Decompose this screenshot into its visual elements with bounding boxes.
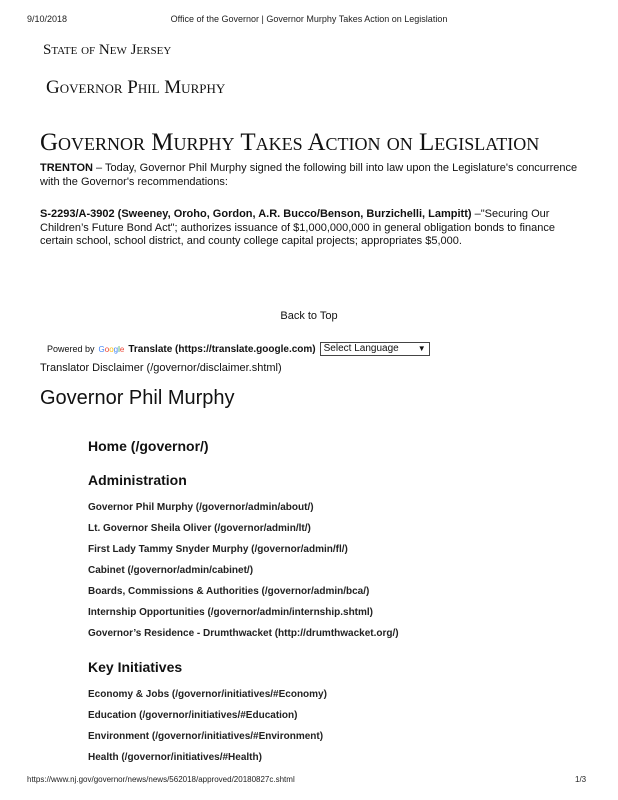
- language-select[interactable]: [320, 342, 430, 356]
- bill-paragraph: [40, 208, 588, 249]
- powered-by-label: Powered by: [47, 344, 95, 354]
- dropdown-arrow-icon: ▼: [417, 344, 426, 353]
- office-title[interactable]: Governor Phil Murphy: [46, 77, 226, 98]
- nav-item-governor[interactable]: Governor Phil Murphy (/governor/admin/about/): [88, 502, 314, 513]
- nav-item-education[interactable]: Education (/governor/initiatives/#Education): [88, 710, 298, 721]
- nav-item-cabinet[interactable]: Cabinet (/governor/admin/cabinet/): [88, 565, 254, 576]
- nav-administration-heading: Administration: [88, 472, 187, 488]
- nav-item-health[interactable]: Health (/governor/initiatives/#Health): [88, 752, 262, 763]
- state-label[interactable]: State of New Jersey: [43, 42, 172, 58]
- back-to-top-link[interactable]: Back to Top: [280, 310, 338, 322]
- footer-heading[interactable]: Governor Phil Murphy: [40, 387, 235, 409]
- nav-item-boards[interactable]: Boards, Commissions & Authorities (/governor/admin/bca/): [88, 586, 370, 597]
- bill-id: S-2293/A-3902 (Sweeney, Oroho, Gordon, A.R. Bucco/Benson, Burzichelli, Lampitt): [40, 208, 472, 220]
- print-url: https://www.nj.gov/governor/news/news/562018/approved/20180827c.shtml: [27, 775, 295, 784]
- translator-disclaimer-link[interactable]: Translator Disclaimer (/governor/disclaimer.shtml): [40, 362, 282, 374]
- translate-widget: [47, 342, 430, 356]
- nav-item-economy[interactable]: Economy & Jobs (/governor/initiatives/#Economy): [88, 689, 327, 700]
- print-title: Office of the Governor | Governor Murphy Takes Action on Legislation: [170, 14, 448, 24]
- bill-description: –"Securing Our Children’s Future Bond Act"; authorizes issuance of $1,000,000,000 in general obligation bonds to finance certain school, school district, and county college capital projects; appropriates $5,000.: [40, 208, 555, 247]
- nav-item-first-lady[interactable]: First Lady Tammy Snyder Murphy (/governor/admin/fl/): [88, 544, 348, 555]
- google-logo: Google: [98, 344, 125, 354]
- print-page-number: 1/3: [575, 775, 587, 784]
- nav-item-environment[interactable]: Environment (/governor/initiatives/#Environment): [88, 731, 324, 742]
- translate-link[interactable]: Translate (https://translate.google.com): [128, 343, 316, 355]
- article-title: Governor Murphy Takes Action on Legislation: [40, 129, 540, 156]
- article-intro: [40, 162, 580, 189]
- language-select-value: Select Language: [323, 343, 399, 354]
- nav-item-lt-governor[interactable]: Lt. Governor Sheila Oliver (/governor/admin/lt/): [88, 523, 311, 534]
- nav-initiatives-heading: Key Initiatives: [88, 659, 183, 675]
- nav-item-residence[interactable]: Governor’s Residence - Drumthwacket (http://drumthwacket.org/): [88, 628, 399, 639]
- dateline: TRENTON: [40, 162, 93, 174]
- print-date: 9/10/2018: [27, 14, 68, 24]
- intro-text: – Today, Governor Phil Murphy signed the following bill into law upon the Legislature's concurrence with the Governor's recommendations:: [40, 162, 578, 188]
- nav-home[interactable]: Home (/governor/): [88, 438, 209, 454]
- nav-item-internship[interactable]: Internship Opportunities (/governor/admin/internship.shtml): [88, 607, 374, 618]
